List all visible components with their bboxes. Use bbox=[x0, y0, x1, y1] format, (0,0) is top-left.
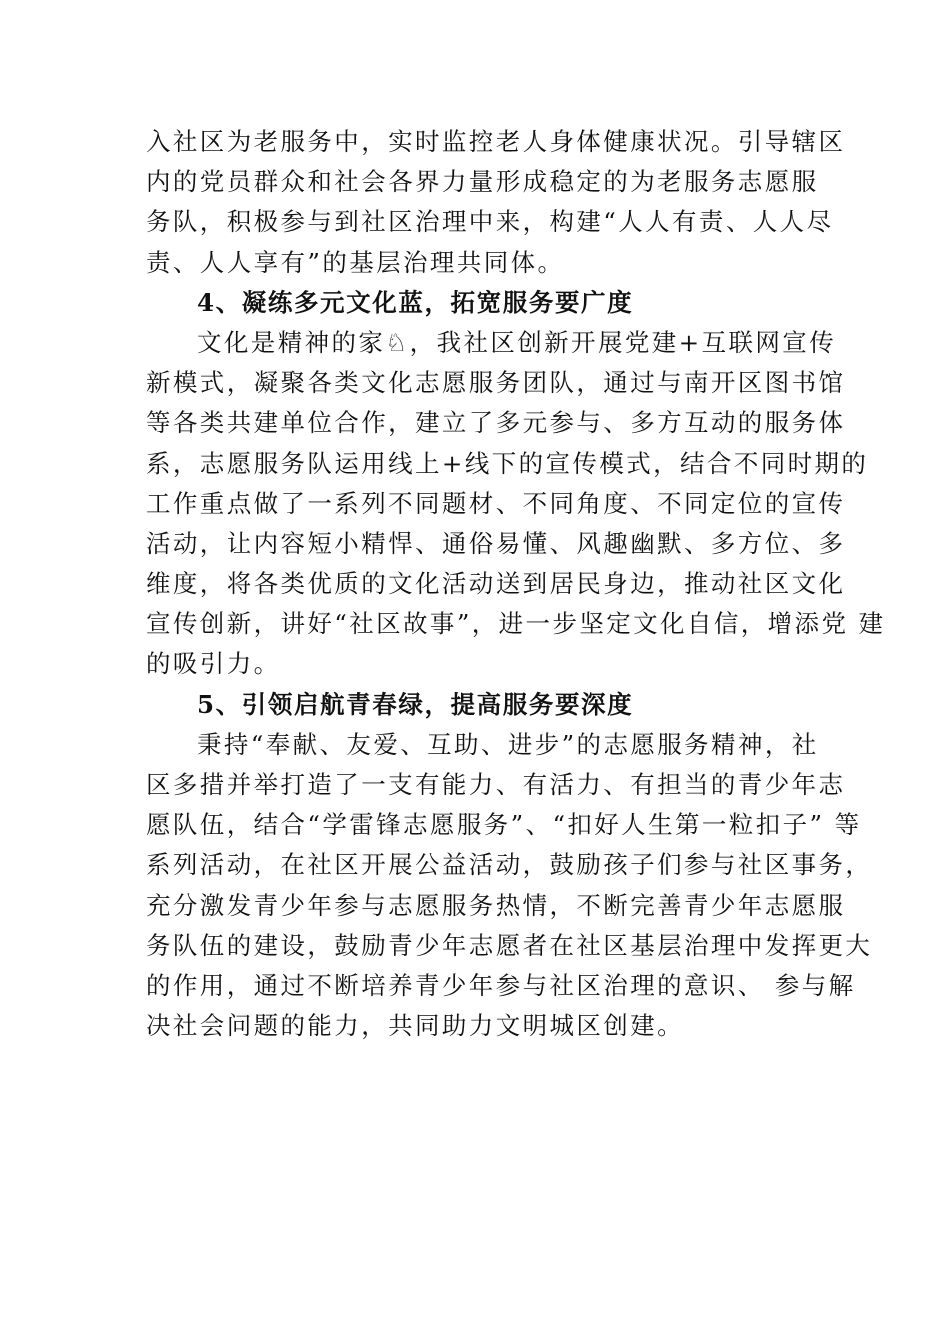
text-line: 新模式，凝聚各类文化志愿服务团队，通过与南开区图书馆 bbox=[146, 368, 846, 398]
text-line: 活动，让内容短小精悍、通俗易懂、风趣幽默、多方位、多 bbox=[146, 528, 846, 558]
text-line: 维度，将各类优质的文化活动送到居民身边，推动社区文化 bbox=[146, 569, 846, 599]
section-heading-5: 5、引领启航青春绿，提高服务要深度 bbox=[197, 689, 634, 719]
text-line: 内的党员群众和社会各界力量形成稳定的为老服务志愿服 bbox=[146, 167, 819, 197]
intro-paragraph bbox=[146, 122, 846, 283]
document-page bbox=[146, 122, 886, 1046]
text-line: 愿队伍，结合“学雷锋志愿服务”、“扣好人生第一粒扣子” 等 bbox=[146, 810, 862, 840]
text-line: 文化是精神的家♘，我社区创新开展党建+互联网宣传 bbox=[197, 327, 837, 357]
section5-paragraph bbox=[146, 725, 873, 1047]
text-line: 秉持“奉献、友爱、互助、进步”的志愿服务精神，社 bbox=[197, 729, 819, 759]
text-line: 务队，积极参与到社区治理中来，构建“人人有责、人人尽 bbox=[146, 207, 834, 237]
text-line: 系列活动，在社区开展公益活动，鼓励孩子们参与社区事务， bbox=[146, 850, 873, 880]
text-line: 的作用，通过不断培养青少年参与社区治理的意识、 参与解 bbox=[146, 970, 856, 1000]
text-line: 的吸引力。 bbox=[146, 649, 281, 679]
section-heading-4: 4、凝练多元文化蓝，拓宽服务要广度 bbox=[197, 287, 634, 317]
text-line: 务队伍的建设，鼓励青少年志愿者在社区基层治理中发挥更大 bbox=[146, 930, 873, 960]
text-line: 系，志愿服务队运用线上+线下的宣传模式，结合不同时期的 bbox=[146, 448, 869, 478]
text-line: 区多措并举打造了一支有能力、有活力、有担当的青少年志 bbox=[146, 770, 846, 799]
text-line: 宣传创新，讲好“社区故事”，进一步坚定文化自信，增添党 建 bbox=[146, 609, 886, 639]
section4-paragraph bbox=[146, 323, 886, 685]
text-line: 入社区为老服务中，实时监控老人身体健康状况。引导辖区 bbox=[146, 127, 846, 156]
text-line: 等各类共建单位合作，建立了多元参与、多方互动的服务体 bbox=[146, 408, 846, 438]
text-line: 充分激发青少年参与志愿服务热情，不断完善青少年志愿服 bbox=[146, 890, 846, 920]
text-line: 责、人人享有”的基层治理共同体。 bbox=[146, 247, 565, 277]
text-line: 工作重点做了一系列不同题材、不同角度、不同定位的宣传 bbox=[146, 488, 846, 518]
text-line: 决社会问题的能力，共同助力文明城区创建。 bbox=[146, 1011, 684, 1041]
